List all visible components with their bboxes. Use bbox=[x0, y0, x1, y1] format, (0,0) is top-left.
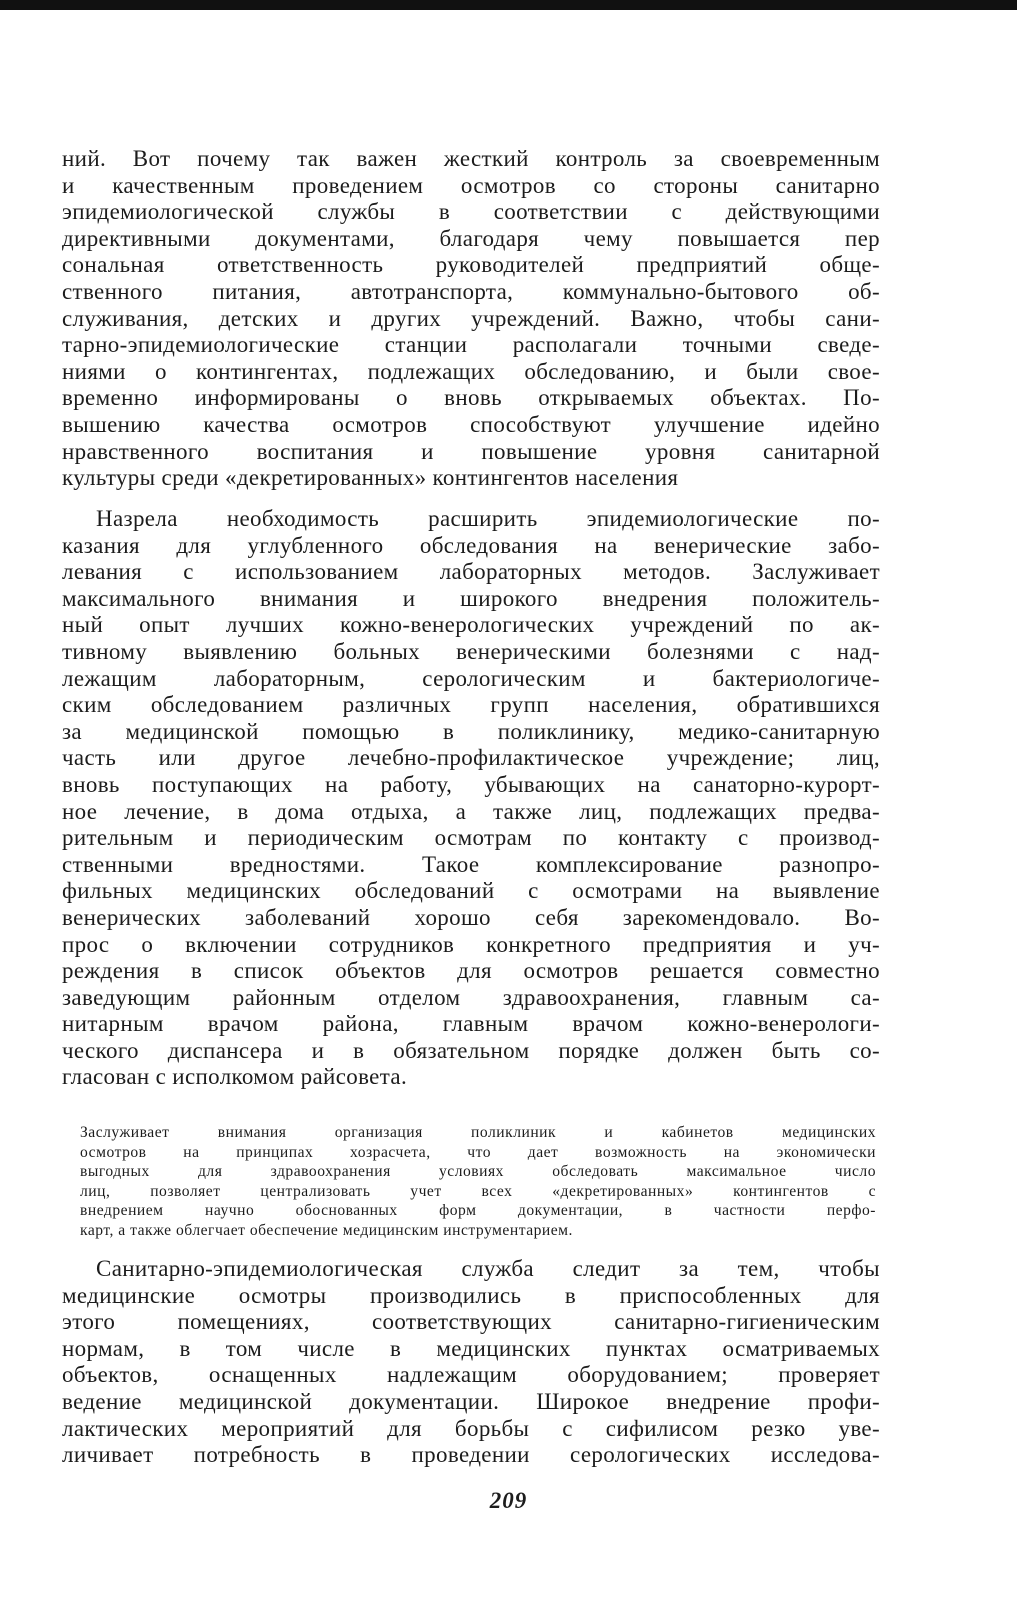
text-line: нравственного воспитания и повышение уровня санитарной bbox=[62, 438, 880, 464]
text-line: ный опыт лучших кожно-венерологических учреждений по ак- bbox=[62, 612, 880, 638]
text-line: реждения в список объектов для осмотров решается совместно bbox=[62, 958, 880, 984]
text-line: нитарным врачом района, главным врачом кожно-венерологи- bbox=[62, 1011, 880, 1037]
text-line: вновь поступающих на работу, убывающих на санаторно-курорт- bbox=[62, 771, 880, 797]
text-line: максимального внимания и широкого внедрения положитель- bbox=[62, 585, 880, 611]
text-line: ное лечение, в дома отдыха, а также лиц, подлежащих предва- bbox=[62, 798, 880, 824]
text-line: ческого диспансера и в обязательном порядке должен быть со- bbox=[62, 1037, 880, 1063]
top-rule bbox=[0, 0, 1017, 10]
text-line: ственного питания, автотранспорта, коммунально-бытового об- bbox=[62, 278, 880, 304]
text-line: и качественным проведением осмотров со стороны санитарно bbox=[62, 172, 880, 198]
page-number: 209 bbox=[489, 1488, 528, 1513]
text-line: объектов, оснащенных надлежащим оборудованием; проверяет bbox=[62, 1362, 880, 1388]
text-line: этого помещениях, соответствующих санитарно-гигиеническим bbox=[62, 1309, 880, 1335]
text-line: лежащим лабораторным, серологическим и бактериологиче- bbox=[62, 665, 880, 691]
text-line: осмотров на принципах хозрасчета, что дает возможность на экономически bbox=[80, 1143, 876, 1161]
text-line: венерических заболеваний хорошо себя зарекомендовало. Во- bbox=[62, 904, 880, 930]
text-line: внедрением научно обоснованных форм документации, в частности перфо- bbox=[80, 1202, 876, 1219]
paragraph-1 bbox=[62, 146, 880, 492]
text-line: ниями о контингентах, подлежащих обследованию, и были свое- bbox=[62, 358, 880, 384]
text-line: ственными вредностями. Такое комплексирование разнопро- bbox=[62, 851, 880, 877]
text-line: ний. Вот почему так важен жесткий контроль за своевременным bbox=[62, 146, 880, 171]
text-line: сональная ответственность руководителей предприятий обще- bbox=[62, 252, 880, 278]
text-line: лиц, позволяет централизовать учет всех «декретированных» контингентов с bbox=[80, 1182, 876, 1200]
text-line: тарно-эпидемиологические станции располагали точными сведе- bbox=[62, 332, 880, 358]
note-paragraph bbox=[80, 1123, 876, 1240]
text-line: рительным и периодическим осмотрам по контакту с производ- bbox=[62, 825, 880, 851]
text-line: Назрела необходимость расширить эпидемиологические по- bbox=[96, 506, 880, 531]
text-line: временно информированы о вновь открываемых объектах. По- bbox=[62, 385, 880, 411]
text-line: вышению качества осмотров способствуют улучшение идейно bbox=[62, 411, 880, 437]
text-line: казания для углубленного обследования на венерические забо- bbox=[62, 532, 880, 558]
text-line: Заслуживает внимания организация поликлиник и кабинетов медицинских bbox=[80, 1124, 876, 1141]
text-line: часть или другое лечебно-профилактическое учреждение; лиц, bbox=[62, 745, 880, 771]
text-line: карт, а также облегчает обеспечение медицинским инструментарием. bbox=[80, 1221, 573, 1239]
text-line: эпидемиологической службы в соответствии с действующими bbox=[62, 199, 880, 225]
text-line: за медицинской помощью в поликлинику, медико-санитарную bbox=[62, 718, 880, 744]
text-line: тивному выявлению больных венерическими болезнями с над- bbox=[62, 638, 880, 664]
text-line: левания с использованием лабораторных методов. Заслуживает bbox=[62, 559, 880, 585]
text-line: личивает потребность в проведении серологических исследова- bbox=[62, 1442, 880, 1468]
text-line: фильных медицинских обследований с осмотрами на выявление bbox=[62, 878, 880, 904]
text-line: выгодных для здравоохранения условиях обследовать максимальное число bbox=[80, 1163, 876, 1180]
text-line: лактических мероприятий для борьбы с сифилисом резко уве- bbox=[62, 1415, 880, 1441]
paragraph-2 bbox=[62, 506, 880, 1091]
text-line: прос о включении сотрудников конкретного предприятия и уч- bbox=[62, 931, 880, 957]
text-line: ским обследованием различных групп населения, обратившихся bbox=[62, 692, 880, 718]
text-line: заведующим районным отделом здравоохранения, главным са- bbox=[62, 984, 880, 1010]
text-line: Санитарно-эпидемиологическая служба следит за тем, чтобы bbox=[96, 1256, 880, 1281]
text-line: служивания, детских и других учреждений. Важно, чтобы сани- bbox=[62, 305, 880, 331]
text-line: директивными документами, благодаря чему повышается пер bbox=[62, 225, 880, 251]
text-line: нормам, в том числе в медицинских пунктах осматриваемых bbox=[62, 1335, 880, 1361]
text-line: ведение медицинской документации. Широкое внедрение профи- bbox=[62, 1388, 880, 1414]
paragraph-3 bbox=[62, 1256, 880, 1469]
text-line: гласован с исполкомом райсовета. bbox=[62, 1064, 408, 1090]
text-line: культуры среди «декретированных» контингентов населения bbox=[62, 465, 679, 491]
text-line: медицинские осмотры производились в приспособленных для bbox=[62, 1282, 880, 1308]
